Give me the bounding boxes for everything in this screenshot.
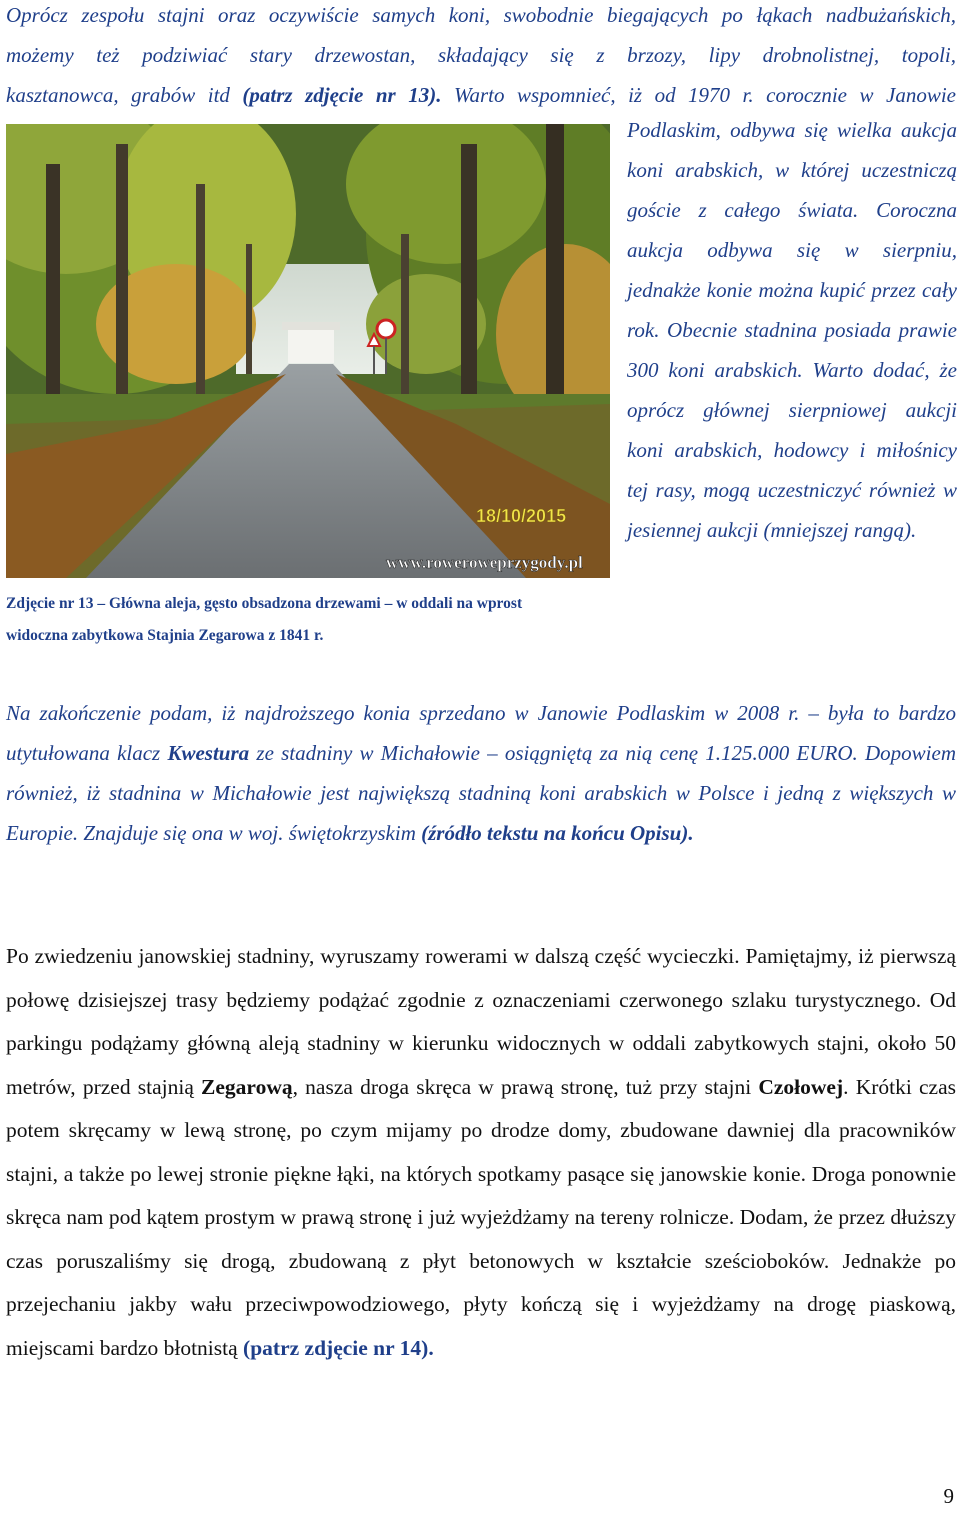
stable-czolowa: Czołowej bbox=[758, 1074, 844, 1099]
intro-line-3 bbox=[6, 75, 956, 115]
photo-13-caption bbox=[6, 588, 646, 652]
route-text-2: , nasza droga skręca w prawą stronę, tuż przy stajni bbox=[292, 1074, 759, 1099]
auction-paragraph bbox=[627, 110, 957, 550]
source-reference: (źródło tekstu na końcu Opisu). bbox=[421, 821, 694, 845]
photo-14-reference: (patrz zdjęcie nr 14). bbox=[243, 1335, 434, 1360]
route-paragraph bbox=[6, 935, 956, 1370]
intro-line-1: Oprócz zespołu stajni oraz oczywiście samych koni, swobodnie biegających po łąkach nadbużańskich, bbox=[6, 3, 956, 27]
auction-record-paragraph bbox=[6, 693, 956, 853]
photo-13-alley bbox=[6, 124, 610, 578]
route-text-1: Po zwiedzeniu janowskiej stadniny, wyruszamy rowerami w dalszą część wycieczki. Pamiętajmy, iż pierwszą połowę dzisiejszej trasy będziemy podążać zgodnie z oznaczeniami czerwonego szlaku turystycznego. Od parkingu podążamy główną aleją stadniny w kierunku widocznych w oddali zabytkowych stajni, około 50 metrów, przed stajnią bbox=[6, 944, 956, 1099]
caption-line-2: widoczna zabytkowa Stajnia Zegarowa z 1841 r. bbox=[6, 627, 324, 644]
caption-line-1: Zdjęcie nr 13 – Główna aleja, gęsto obsadzona drzewami – w oddali na wprost bbox=[6, 595, 523, 612]
stable-zegarowa: Zegarową bbox=[201, 1074, 293, 1099]
intro-line-2: możemy też podziwiać stary drzewostan, składający się z brzozy, lipy drobnolistnej, topoli, bbox=[6, 43, 956, 67]
page-number: 9 bbox=[943, 1484, 954, 1508]
auction-text: Podlaskim, odbywa się wielka aukcja koni arabskich, w której uczestniczą goście z całego świata. Coroczna aukcja odbywa się w sierpniu, jednakże konie można kupić przez cały rok. Obecnie stadnina posiada prawie 300 koni arabskich. Warto dodać, że oprócz głównej sierpniowej aukcji koni arabskich, hodowcy i miłośnicy tej rasy, mogą uczestniczyć również w jesiennej aukcji (mniejszej rangą). bbox=[627, 118, 957, 542]
record-text-2: ze stadniny w Michałowie – osiągniętą za nią cenę 1.125.000 EURO. Dopowiem również, iż stadnina w Michałowie jest największą stadniną koni arabskich w Polsce i jedną z większych w Europie. Znajduje się ona w woj. świętokrzyskim bbox=[6, 741, 956, 845]
mare-name: Kwestura bbox=[167, 741, 250, 765]
photo-13-reference: (patrz zdjęcie nr 13). bbox=[242, 83, 442, 107]
photo-watermark: www.roweroweprzygody.pl bbox=[386, 553, 583, 572]
intro-line-3-tail: Warto wspomnieć, iż od 1970 r. corocznie w Janowie bbox=[441, 83, 956, 107]
intro-paragraph bbox=[6, 0, 956, 115]
record-text-1: Na zakończenie podam, iż najdroższego konia sprzedano w Janowie Podlaskim w 2008 r. – była to bardzo utytułowana klacz bbox=[6, 701, 956, 765]
intro-line-3-text: kasztanowca, grabów itd bbox=[6, 83, 243, 107]
route-text-3: . Krótki czas potem skręcamy w lewą stronę, po czym mijamy po drodze domy, zbudowane dawniej dla pracowników stajni, a także po lewej stronie piękne łąki, na których spotkamy pasące się janowskie konie. Droga ponownie skręca nam pod kątem prostym w prawą stronę i już wyjeżdżamy na tereny rolnicze. Dodam, że przez dłuższy czas poruszaliśmy się drogą, zbudowaną z płyt betonowych w kształcie sześcioboków. Jednakże po przejechaniu jakby wału przeciwpowodziowego, płyty kończą się i wyjeżdżamy na drogę piaskową, miejscami bardzo błotnistą bbox=[6, 1074, 956, 1360]
photo-date-stamp: 18/10/2015 bbox=[476, 506, 567, 526]
